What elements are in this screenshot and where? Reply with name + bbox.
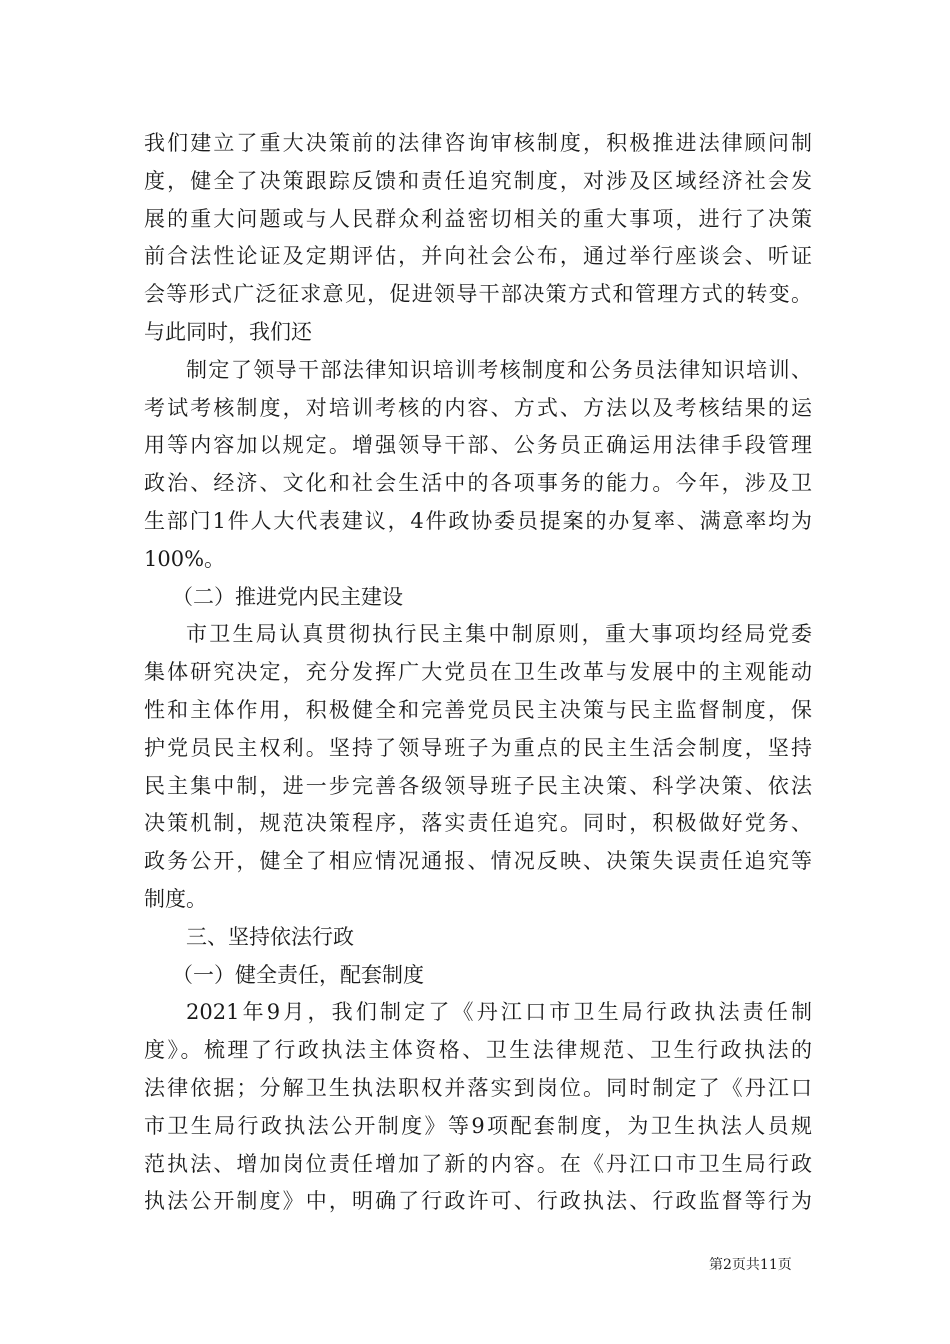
text-line: 性和主体作用，积极健全和完善党员民主决策与民主监督制度，保 (144, 697, 812, 722)
text-line: 用等内容加以规定。增强领导干部、公务员正确运用法律手段管理 (144, 433, 812, 458)
text-line: 护党员民主权利。坚持了领导班子为重点的民主生活会制度，坚持 (144, 735, 812, 760)
section-heading: （二）推进党内民主建设 (172, 584, 403, 609)
document-body (144, 125, 812, 1221)
text-line: 政治、经济、文化和社会生活中的各项事务的能力。今年，涉及卫 (144, 471, 812, 496)
text-line: 制度。 (144, 886, 207, 911)
text-line: 政务公开，健全了相应情况通报、情况反映、决策失误责任追究等 (144, 849, 812, 874)
text-line: 会等形式广泛征求意见，促进领导干部决策方式和管理方式的转变。 (144, 282, 812, 307)
text-line: 执法公开制度》中，明确了行政许可、行政执法、行政监督等行为 (144, 1189, 812, 1214)
text-line: 生部门1件人大代表建议，4件政协委员提案的办复率、满意率均为 (144, 508, 812, 533)
text-line: 决策机制，规范决策程序，落实责任追究。同时，积极做好党务、 (144, 811, 812, 836)
text-line: 度，健全了决策跟踪反馈和责任追究制度，对涉及区域经济社会发 (144, 168, 812, 193)
text-line: 100%。 (144, 546, 226, 571)
text-line: 民主集中制，进一步完善各级领导班子民主决策、科学决策、依法 (144, 773, 812, 798)
text-line: 2021年9月，我们制定了《丹江口市卫生局行政执法责任制 (186, 1000, 812, 1025)
text-line: 我们建立了重大决策前的法律咨询审核制度，积极推进法律顾问制 (144, 131, 812, 155)
text-line: 制定了领导干部法律知识培训考核制度和公务员法律知识培训、 (186, 357, 812, 382)
subsection-heading: （一）健全责任，配套制度 (172, 962, 424, 987)
text-line: 展的重大问题或与人民群众利益密切相关的重大事项，进行了决策 (144, 206, 812, 231)
text-line: 市卫生局行政执法公开制度》等9项配套制度，为卫生执法人员规 (144, 1113, 812, 1138)
section-heading: 三、坚持依法行政 (186, 924, 354, 949)
text-line: 考试考核制度，对培训考核的内容、方式、方法以及考核结果的运 (144, 395, 812, 420)
text-line: 法律依据；分解卫生执法职权并落实到岗位。同时制定了《丹江口 (144, 1075, 812, 1100)
text-line: 集体研究决定，充分发挥广大党员在卫生改革与发展中的主观能动 (144, 660, 812, 685)
text-line: 与此同时，我们还 (144, 319, 312, 344)
text-line: 前合法性论证及定期评估，并向社会公布，通过举行座谈会、听证 (144, 244, 812, 269)
text-line: 范执法、增加岗位责任增加了新的内容。在《丹江口市卫生局行政 (144, 1151, 812, 1176)
page-number: 第2页共11页 (709, 1257, 792, 1273)
text-line: 市卫生局认真贯彻执行民主集中制原则，重大事项均经局党委 (186, 622, 812, 647)
text-line: 度》。梳理了行政执法主体资格、卫生法律规范、卫生行政执法的 (144, 1038, 812, 1063)
